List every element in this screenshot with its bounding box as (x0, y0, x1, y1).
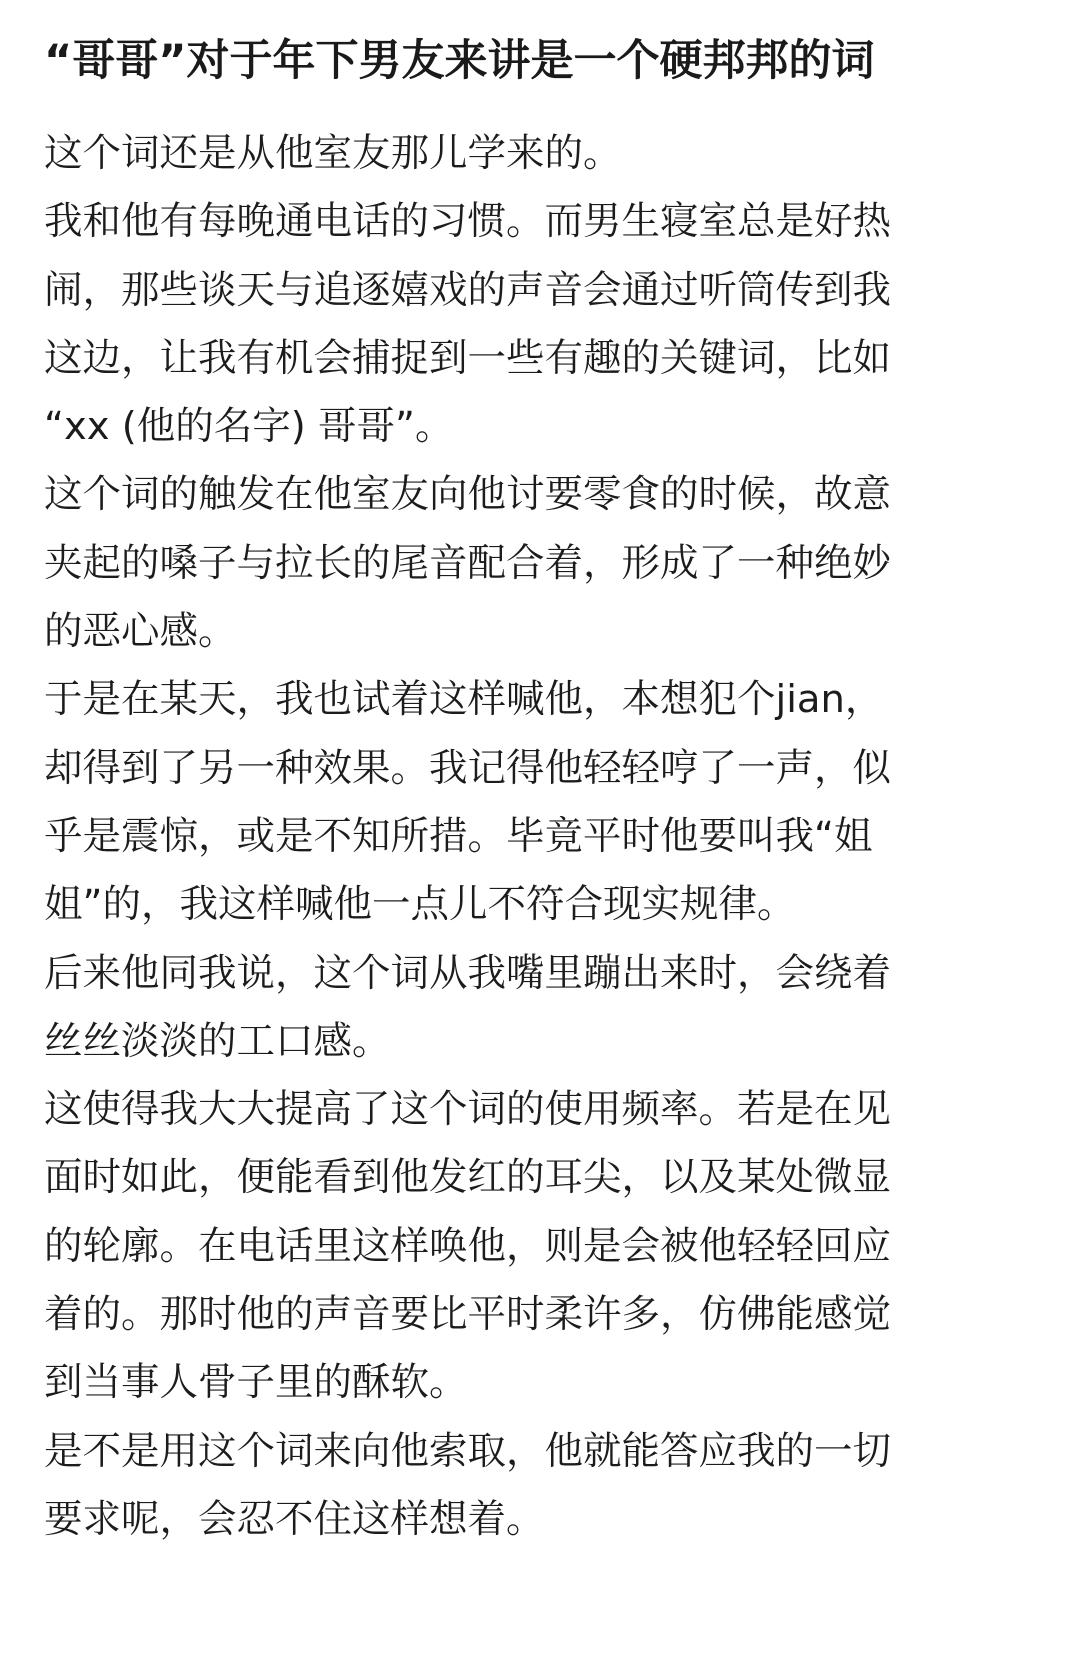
text-line: 姐”的，我这样喊他一点儿不符合现实规律。 (44, 882, 796, 928)
text-line: 丝丝淡淡的工口感。 (44, 1018, 391, 1064)
text-line: 是不是用这个词来向他索取，他就能答应我的一切 (44, 1428, 892, 1474)
text-line: 这个词还是从他室友那儿学来的。 (44, 131, 622, 176)
text-line: 却得到了另一种效果。我记得他轻轻哼了一声，似 (44, 745, 892, 791)
text-line: 这个词的触发在他室友向他讨要零食的时候，故意 (44, 472, 892, 518)
text-line: 到当事人骨子里的酥软。 (44, 1360, 468, 1406)
text-line: 的恶心感。 (44, 609, 237, 655)
text-line: 着的。那时他的声音要比平时柔许多，仿佛能感觉 (44, 1292, 892, 1338)
text-line: 我和他有每晚通电话的习惯。而男生寝室总是好热 (44, 199, 892, 245)
text-line: 于是在某天，我也试着这样喊他，本想犯个jian， (44, 677, 884, 723)
text-line: 的轮廓。在电话里这样唤他，则是会被他轻轻回应 (44, 1223, 892, 1269)
text-line: 这边，让我有机会捕捉到一些有趣的关键词，比如 (44, 335, 892, 381)
text-line: 闹，那些谈天与追逐嬉戏的声音会通过听筒传到我 (44, 267, 892, 313)
text-line: 这使得我大大提高了这个词的使用频率。若是在见 (44, 1087, 892, 1133)
text-line: 夹起的嗓子与拉长的尾音配合着，形成了一种绝妙 (44, 540, 892, 586)
text-line: 后来他同我说，这个词从我嘴里蹦出来时，会绕着 (44, 950, 892, 996)
text-line: 要求呢，会忍不住这样想着。 (44, 1496, 545, 1542)
text-line: 乎是震惊，或是不知所措。毕竟平时他要叫我“姐 (44, 813, 873, 859)
text-line: 面时如此，便能看到他发红的耳尖，以及某处微显 (44, 1155, 892, 1201)
article-title: “哥哥”对于年下男友来讲是一个硬邦邦的词 (44, 36, 875, 86)
text-line: “xx (他的名字) 哥哥”。 (44, 404, 454, 450)
article-body (44, 120, 994, 1554)
